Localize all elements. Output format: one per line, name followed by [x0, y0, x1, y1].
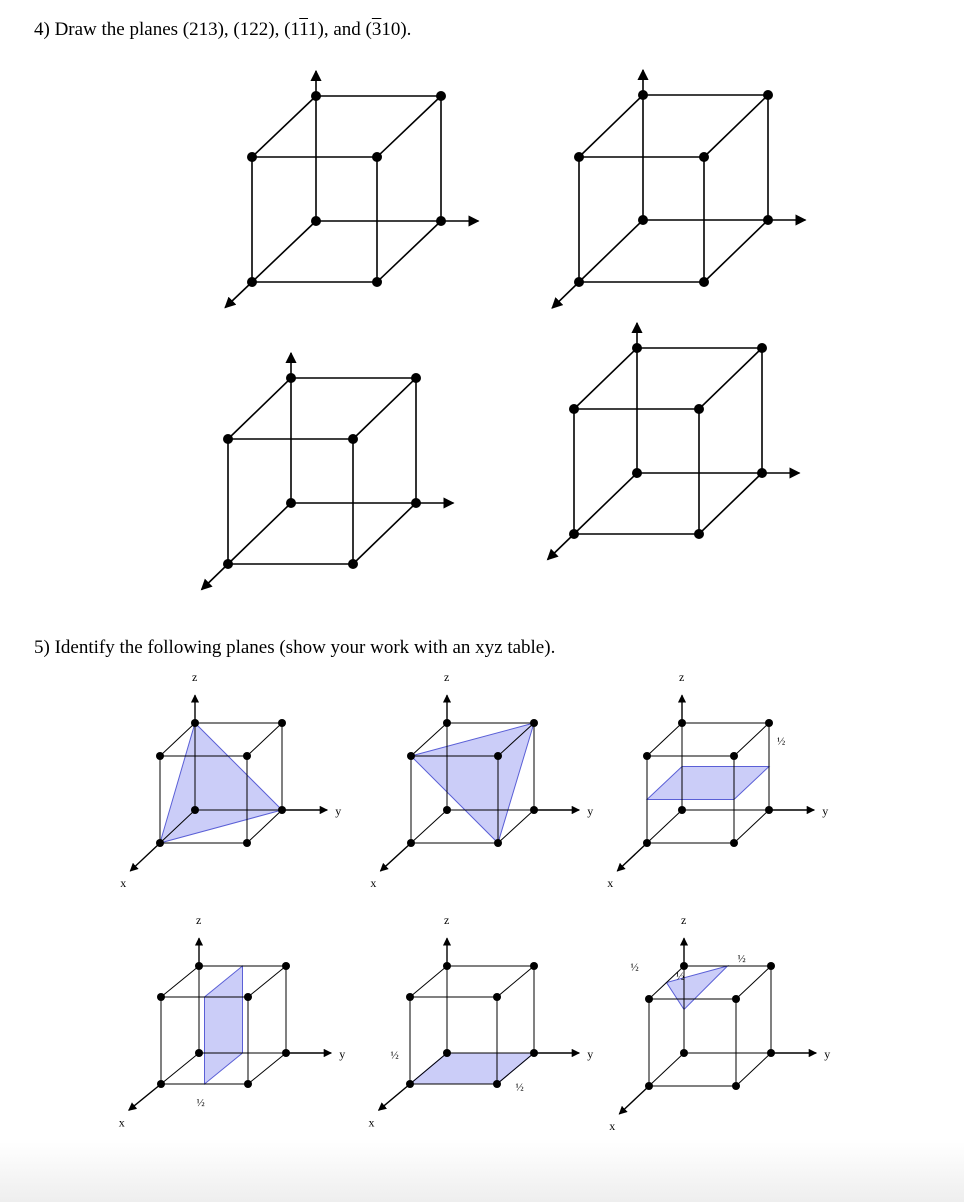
half-label: ½	[390, 1049, 399, 1062]
x-axis-arrow	[379, 1084, 410, 1110]
plane-cube-4	[119, 913, 346, 1129]
lattice-point	[443, 806, 451, 814]
cube-edge	[736, 966, 771, 999]
y-axis-label: y	[587, 1047, 594, 1061]
lattice-point	[191, 806, 199, 814]
cube-3	[202, 353, 454, 590]
lattice-point	[244, 993, 252, 1001]
overline-digit: 1	[299, 19, 309, 40]
lattice-point	[530, 962, 538, 970]
lattice-point	[278, 806, 286, 814]
cube-edge	[377, 221, 441, 282]
cube-edge	[734, 810, 769, 843]
cube-edge	[353, 378, 416, 439]
lattice-point	[638, 215, 648, 225]
page-bottom-shadow	[0, 1142, 964, 1202]
cube-edge	[736, 1053, 771, 1086]
question-4-text-end: 10).	[381, 19, 412, 40]
cube-edge	[647, 723, 682, 756]
cube-edge	[579, 95, 643, 157]
lattice-point	[645, 1082, 653, 1090]
lattice-point	[411, 373, 421, 383]
x-axis-label: x	[368, 1115, 375, 1130]
lattice-point	[732, 1082, 740, 1090]
plane-cube-3	[607, 670, 828, 890]
x-axis-arrow	[548, 534, 574, 560]
cube-edge	[248, 1053, 286, 1084]
x-axis-label: x	[120, 876, 127, 891]
cube-edge	[574, 473, 637, 534]
x-axis-arrow	[130, 843, 160, 871]
lattice-point	[443, 962, 451, 970]
lattice-point	[191, 719, 199, 727]
lattice-point	[406, 1080, 414, 1088]
question-5-text: 5) Identify the following planes (show your work with an xyz table).	[34, 637, 556, 658]
lattice-point	[638, 90, 648, 100]
x-axis-arrow	[202, 564, 228, 590]
half-label: ½	[777, 735, 786, 748]
half-label: ½	[737, 953, 746, 965]
lattice-point	[574, 277, 584, 287]
plane-cube-6	[609, 913, 830, 1133]
lattice-point	[243, 752, 251, 760]
cube-edge	[734, 723, 769, 756]
cube-edge	[497, 966, 534, 997]
question-4-text: 4) Draw the planes (213), (122), (1	[34, 19, 300, 40]
cube-edge	[410, 966, 447, 997]
lattice-point	[157, 1080, 165, 1088]
cube-2	[552, 70, 805, 308]
shaded-plane	[647, 767, 769, 800]
plane-cube-1	[120, 670, 341, 890]
x-axis-arrow	[225, 282, 252, 308]
cube-edge	[574, 348, 637, 409]
lattice-point	[632, 343, 642, 353]
y-axis-label: y	[587, 804, 594, 818]
cube-edge	[228, 378, 291, 439]
cube-edge	[579, 220, 643, 282]
y-axis-label: y	[335, 804, 342, 818]
lattice-point	[569, 404, 579, 414]
cube-edge	[248, 966, 286, 997]
lattice-point	[680, 962, 688, 970]
lattice-point	[282, 1049, 290, 1057]
lattice-point	[763, 90, 773, 100]
lattice-point	[569, 529, 579, 539]
lattice-point	[765, 806, 773, 814]
x-axis-arrow	[617, 843, 647, 871]
cube-edge	[377, 96, 441, 157]
cube-edge	[353, 503, 416, 564]
cube-edge	[647, 810, 682, 843]
lattice-point	[699, 277, 709, 287]
lattice-point	[530, 1049, 538, 1057]
lattice-point	[694, 529, 704, 539]
lattice-point	[348, 434, 358, 444]
lattice-point	[767, 1049, 775, 1057]
question-4-cubes	[202, 70, 806, 590]
lattice-point	[443, 719, 451, 727]
lattice-point	[223, 559, 233, 569]
lattice-point	[678, 719, 686, 727]
x-axis-arrow	[380, 843, 411, 871]
cube-edge	[161, 966, 199, 997]
x-axis-label: x	[118, 1115, 125, 1130]
x-axis-label: x	[609, 1119, 616, 1134]
lattice-point	[311, 216, 321, 226]
shaded-plane	[411, 723, 534, 843]
lattice-point	[757, 468, 767, 478]
z-axis-label: z	[192, 670, 198, 685]
lattice-point	[278, 719, 286, 727]
lattice-point	[286, 373, 296, 383]
lattice-point	[247, 277, 257, 287]
lattice-point	[157, 993, 165, 1001]
lattice-point	[694, 404, 704, 414]
cube-edge	[649, 1053, 684, 1086]
lattice-point	[372, 152, 382, 162]
y-axis-label: y	[339, 1047, 346, 1061]
lattice-point	[730, 752, 738, 760]
y-axis-label: y	[822, 804, 829, 818]
lattice-point	[757, 343, 767, 353]
lattice-point	[436, 91, 446, 101]
lattice-point	[632, 468, 642, 478]
half-label: ½	[196, 1097, 205, 1109]
question-5-cubes	[119, 670, 831, 1133]
lattice-point	[530, 806, 538, 814]
lattice-point	[348, 559, 358, 569]
x-axis-arrow	[129, 1084, 161, 1110]
z-axis-label: z	[444, 670, 450, 685]
lattice-point	[243, 839, 251, 847]
lattice-point	[195, 1049, 203, 1057]
lattice-point	[643, 752, 651, 760]
overline-digit: 3	[371, 19, 382, 40]
lattice-point	[732, 995, 740, 1003]
lattice-point	[286, 498, 296, 508]
plane-cube-5	[369, 913, 594, 1129]
lattice-point	[372, 277, 382, 287]
lattice-point	[156, 752, 164, 760]
lattice-point	[699, 152, 709, 162]
lattice-point	[195, 962, 203, 970]
lattice-point	[494, 839, 502, 847]
lattice-point	[223, 434, 233, 444]
cube-edge	[411, 810, 447, 843]
shaded-plane	[160, 723, 282, 843]
cube-edge	[704, 220, 768, 282]
cube-1	[225, 71, 478, 308]
shaded-plane	[205, 966, 243, 1084]
x-axis-arrow	[619, 1086, 649, 1114]
lattice-point	[494, 752, 502, 760]
z-axis-label: z	[196, 913, 202, 928]
cube-edge	[252, 221, 316, 282]
plane-cube-2	[370, 670, 593, 890]
cube-edge	[704, 95, 768, 157]
lattice-point	[244, 1080, 252, 1088]
lattice-point	[436, 216, 446, 226]
lattice-point	[765, 719, 773, 727]
cube-4	[548, 323, 800, 560]
y-axis-label: y	[824, 1047, 831, 1061]
cube-edge	[699, 473, 762, 534]
lattice-point	[411, 498, 421, 508]
lattice-point	[574, 152, 584, 162]
half-label: ½	[676, 970, 685, 983]
x-axis-arrow	[552, 282, 579, 308]
lattice-point	[247, 152, 257, 162]
lattice-point	[767, 962, 775, 970]
cube-edge	[699, 348, 762, 409]
question-4-text-mid: 1), and (	[308, 19, 372, 40]
z-axis-label: z	[444, 913, 450, 928]
half-label: ½	[515, 1081, 524, 1094]
lattice-point	[763, 215, 773, 225]
lattice-point	[443, 1049, 451, 1057]
x-axis-label: x	[370, 876, 377, 891]
lattice-point	[406, 993, 414, 1001]
z-axis-label: z	[679, 670, 685, 685]
lattice-point	[156, 839, 164, 847]
x-axis-label: x	[607, 876, 614, 891]
lattice-point	[680, 1049, 688, 1057]
lattice-point	[407, 752, 415, 760]
lattice-point	[645, 995, 653, 1003]
lattice-point	[493, 993, 501, 1001]
lattice-point	[311, 91, 321, 101]
lattice-point	[678, 806, 686, 814]
lattice-point	[407, 839, 415, 847]
z-axis-label: z	[681, 913, 687, 928]
lattice-point	[493, 1080, 501, 1088]
lattice-point	[282, 962, 290, 970]
half-label: ½	[630, 961, 639, 974]
lattice-point	[730, 839, 738, 847]
lattice-point	[530, 719, 538, 727]
lattice-point	[643, 839, 651, 847]
cube-edge	[228, 503, 291, 564]
cube-edge	[247, 723, 282, 756]
cube-edge	[252, 96, 316, 157]
cube-edge	[161, 1053, 199, 1084]
